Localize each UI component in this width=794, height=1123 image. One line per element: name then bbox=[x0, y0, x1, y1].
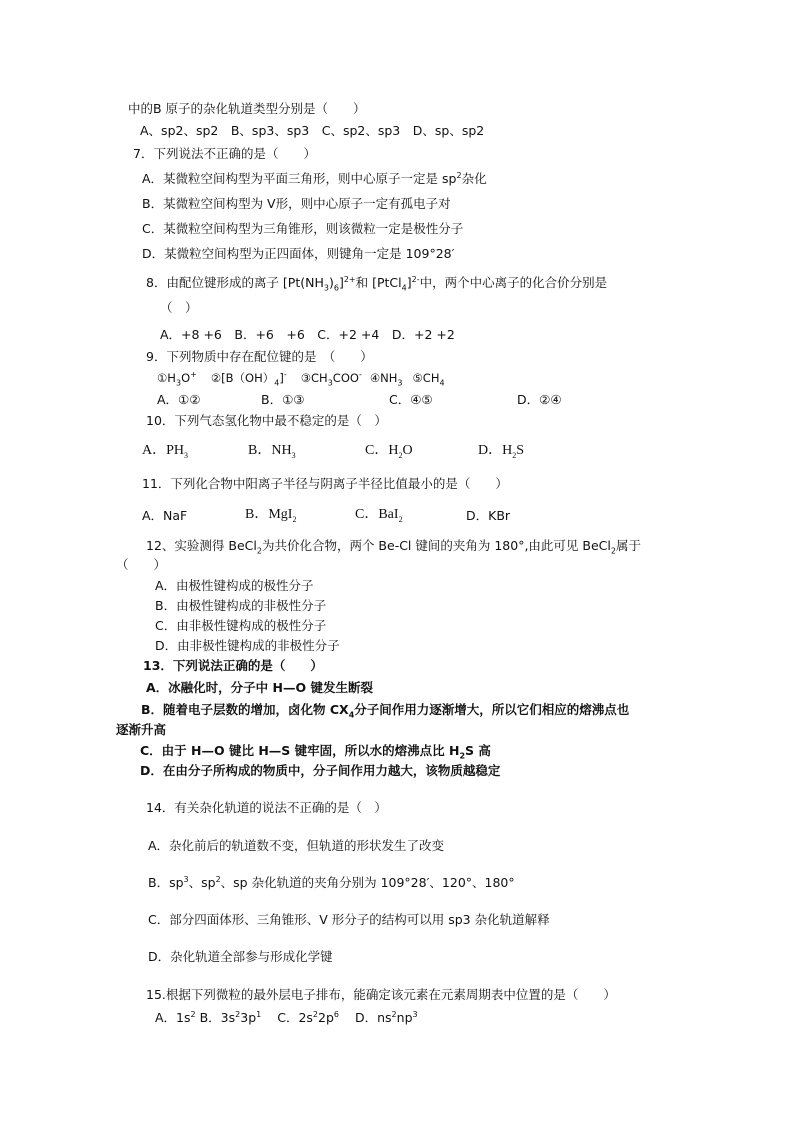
q9-item-3: $③CH_3COO^-$ bbox=[300, 370, 362, 388]
q8-stem: 8．由配位键形成的离子 $[Pt(NH_3)_6]^{2+}$和 [PtCl$_4$]$^{2-}$中，两个中心离子的化合价分别是 bbox=[146, 274, 608, 293]
q9-stem: 9．下列物质中存在配位键的是 （ ） bbox=[146, 349, 373, 364]
q6-stem: 中的B 原子的杂化轨道类型分别是（ ） bbox=[128, 101, 366, 116]
q12-stem: 12、实验测得 BeCl$_2$为共价化合物，两个 Be-Cl 键间的夹角为 180°,由此可见 BeCl$_2$属于 bbox=[146, 538, 641, 556]
q9-item-4: $④NH_3$ bbox=[369, 371, 403, 388]
q7-option-a: A．某微粒空间构型为平面三角形，则中心原子一定是 $sp^2$杂化 bbox=[142, 170, 487, 186]
q14-option-d: D．杂化轨道全部参与形成化学键 bbox=[148, 949, 333, 964]
q9-item-5: $⑤CH_4$ bbox=[412, 371, 445, 388]
q14-option-a: A．杂化前后的轨道数不变，但轨道的形状发生了改变 bbox=[148, 838, 445, 853]
q13-option-a: A．冰融化时，分子中 H—O 键发生断裂 bbox=[146, 680, 373, 695]
q12-option-b: B．由极性键构成的非极性分子 bbox=[155, 598, 327, 613]
q11-option-a: A．NaF bbox=[142, 508, 188, 523]
q9-option-c: C．④⑤ bbox=[389, 392, 433, 407]
q14-option-b: B．$sp^3$、$sp^2$、sp 杂化轨道的夹角分别为 109°28′、120°、180° bbox=[148, 874, 515, 890]
q11-option-c: C．BaI$_2$ bbox=[355, 507, 403, 524]
q11-option-b: B．MgI$_2$ bbox=[245, 507, 297, 524]
q10-stem: 10．下列气态氢化物中最不稳定的是（ ） bbox=[146, 413, 387, 428]
q15-stem: 15.根据下列微粒的最外层电子排布，能确定该元素在元素周期表中位置的是（ ） bbox=[146, 987, 616, 1002]
q14-stem: 14．有关杂化轨道的说法不正确的是（ ） bbox=[146, 800, 387, 815]
q7-stem: 7．下列说法不正确的是（ ） bbox=[133, 146, 316, 161]
q6-options: A、sp2、sp2 B、sp3、sp3 C、sp2、sp3 D、sp、sp2 bbox=[140, 123, 485, 138]
q9-option-a: A．①② bbox=[157, 392, 201, 407]
q12-option-d: D．由非极性键构成的非极性分子 bbox=[155, 638, 340, 653]
q8-options: A．+8 +6 B．+6 +6 C．+2 +4 D．+2 +2 bbox=[160, 327, 455, 342]
q10-option-b: B．$NH_3$ bbox=[248, 443, 296, 460]
q11-stem: 11．下列化合物中阳离子半径与阴离子半径比值最小的是（ ） bbox=[142, 476, 508, 491]
q15-options bbox=[155, 1010, 418, 1026]
q15-option-d: D．$ns^2np^3$ bbox=[354, 1009, 418, 1025]
q13-option-d: D．在由分子所构成的物质中，分子间作用力越大，该物质越稳定 bbox=[140, 763, 501, 778]
q13-option-c: C．由于 H—O 键比 H—S 键牢固，所以水的熔沸点比 $H_2S$ 高 bbox=[140, 743, 491, 761]
q15-option-b: B．$3s^23p^1$ bbox=[199, 1009, 262, 1025]
q11-option-d: D．KBr bbox=[466, 508, 511, 523]
q9-option-d: D．②④ bbox=[517, 392, 562, 407]
q7-option-d: D．某微粒空间构型为正四面体，则键角一定是 109°28′ bbox=[142, 246, 455, 261]
q10-option-c: C．$H_2O$ bbox=[365, 443, 413, 460]
q14-option-c: C．部分四面体形、三角锥形、V 形分子的结构可以用 sp3 杂化轨道解释 bbox=[148, 912, 550, 927]
q12-option-c: C．由非极性键构成的极性分子 bbox=[155, 618, 327, 633]
q7-option-b: B．某微粒空间构型为 V形，则中心原子一定有孤电子对 bbox=[142, 196, 451, 211]
q9-item-2: $②[B(OH)_4]^-$ bbox=[210, 370, 287, 388]
q15-option-c: C．$2s^22p^6$ bbox=[277, 1009, 339, 1025]
q10-option-d: D．$H_2S$ bbox=[478, 443, 525, 460]
q9-items bbox=[157, 370, 445, 386]
q9-item-1: $①H_3O^+$ bbox=[157, 370, 197, 388]
q8-stem-paren: （ ） bbox=[160, 300, 198, 315]
q12-option-a: A．由极性键构成的极性分子 bbox=[155, 578, 314, 593]
q13-option-b: B．随着电子层数的增加，卤化物 $CX_4$分子间作用力逐渐增大，所以它们相应的熔沸点也 bbox=[141, 702, 630, 720]
q13-option-b-cont: 逐渐升高 bbox=[116, 722, 167, 737]
q9-option-b: B．①③ bbox=[261, 392, 305, 407]
q7-option-c: C．某微粒空间构型为三角锥形，则该微粒一定是极性分子 bbox=[142, 221, 464, 236]
q15-option-a: A．$1s^2$ bbox=[155, 1009, 196, 1025]
q10-option-a: A．$PH_3$ bbox=[142, 443, 189, 460]
q12-stem-paren: （ ） bbox=[116, 557, 167, 572]
q13-stem: 13．下列说法正确的是（ ） bbox=[143, 658, 323, 673]
